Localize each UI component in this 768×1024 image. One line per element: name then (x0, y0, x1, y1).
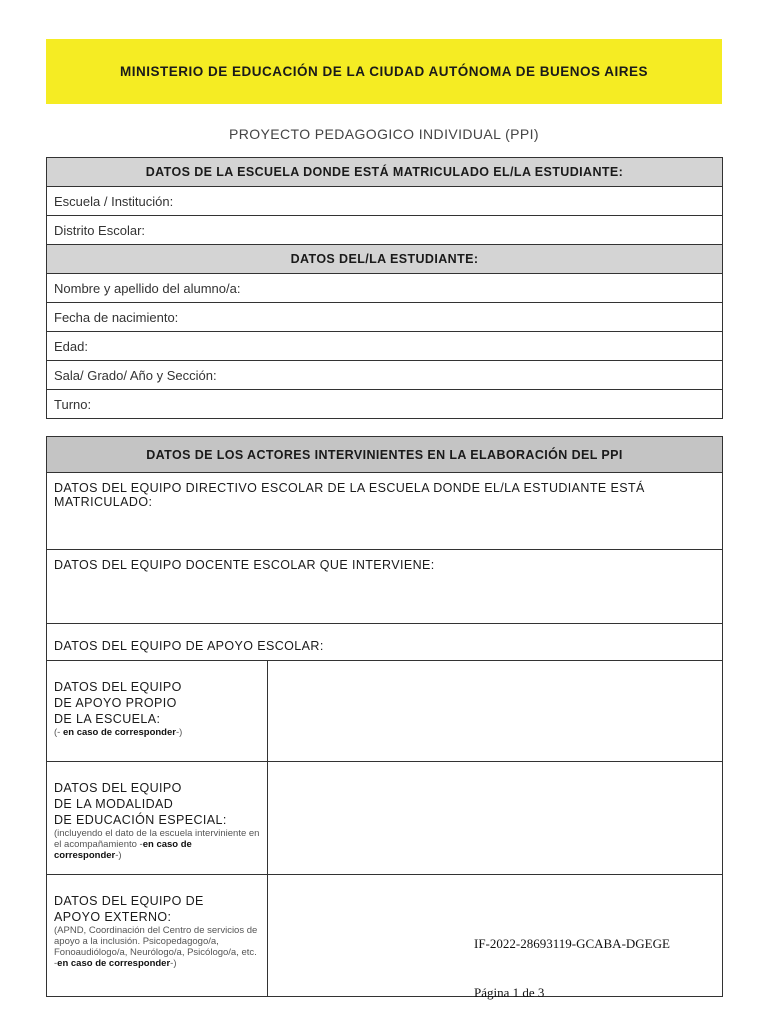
special-ed-input[interactable] (268, 762, 723, 875)
own-support-input[interactable] (268, 661, 723, 762)
document-subtitle: PROYECTO PEDAGOGICO INDIVIDUAL (PPI) (228, 126, 539, 142)
special-ed-line-3: DE EDUCACIÓN ESPECIAL: (54, 813, 227, 827)
grade-section-field[interactable]: Sala/ Grado/ Año y Sección: (47, 361, 723, 390)
teaching-team-field[interactable]: DATOS DEL EQUIPO DOCENTE ESCOLAR QUE INTERVIENE: (47, 550, 723, 624)
special-ed-line-1: DATOS DEL EQUIPO (54, 781, 182, 795)
own-support-line-1: DATOS DEL EQUIPO (54, 680, 182, 694)
school-student-table (46, 157, 723, 419)
own-support-line-3: DE LA ESCUELA: (54, 712, 161, 726)
birthdate-field[interactable]: Fecha de nacimiento: (47, 303, 723, 332)
shift-field[interactable]: Turno: (47, 390, 723, 419)
special-ed-label (47, 762, 268, 875)
own-support-note: (- en caso de corresponder-) (54, 727, 183, 738)
support-team-field: DATOS DEL EQUIPO DE APOYO ESCOLAR: (47, 624, 723, 661)
document-id: IF-2022-28693119-GCABA-DGEGE (474, 936, 670, 951)
special-ed-note: (incluyendo el dato de la escuela interviniente en el acompañamiento -en caso de corresponder-) (54, 828, 260, 861)
external-support-note: (APND, Coordinación del Centro de servicios de apoyo a la inclusión. Psicopedagogo/a, Fonoaudiólogo/a, Neurólogo/a, Psicólogo/a, etc. -en caso de corresponder-) (54, 925, 258, 969)
own-support-line-2: DE APOYO PROPIO (54, 696, 177, 710)
student-section-heading: DATOS DEL/LA ESTUDIANTE: (47, 245, 723, 274)
age-field[interactable]: Edad: (47, 332, 723, 361)
directive-team-field[interactable]: DATOS DEL EQUIPO DIRECTIVO ESCOLAR DE LA ESCUELA DONDE EL/LA ESTUDIANTE ESTÁ MATRICULADO: (47, 473, 723, 550)
actors-table (46, 436, 723, 997)
actors-section-heading: DATOS DE LOS ACTORES INTERVINIENTES EN LA ELABORACIÓN DEL PPI (47, 437, 723, 473)
ministry-banner (46, 39, 722, 104)
student-name-field[interactable]: Nombre y apellido del alumno/a: (47, 274, 723, 303)
external-support-line-2: APOYO EXTERNO: (54, 910, 172, 924)
school-field[interactable]: Escuela / Institución: (47, 187, 723, 216)
external-support-line-1: DATOS DEL EQUIPO DE (54, 894, 204, 908)
own-support-label (47, 661, 268, 762)
external-support-label (47, 875, 268, 997)
school-section-heading: DATOS DE LA ESCUELA DONDE ESTÁ MATRICULADO EL/LA ESTUDIANTE: (47, 158, 723, 187)
page-number: Página 1 de 3 (474, 985, 545, 1000)
special-ed-line-2: DE LA MODALIDAD (54, 797, 174, 811)
district-field[interactable]: Distrito Escolar: (47, 216, 723, 245)
ministry-title: MINISTERIO DE EDUCACIÓN DE LA CIUDAD AUTÓNOMA DE BUENOS AIRES (119, 64, 649, 79)
